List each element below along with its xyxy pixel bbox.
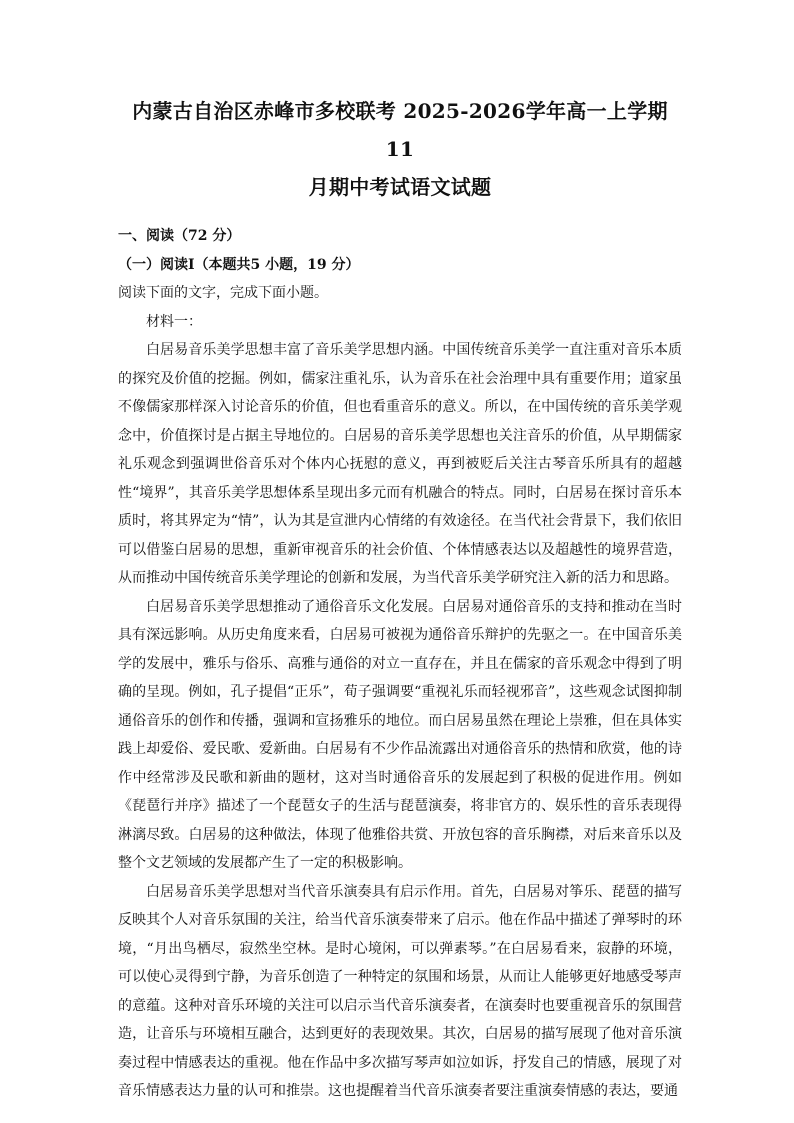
paragraph-3: 白居易音乐美学思想对当代音乐演奏具有启示作用。首先，白居易对筝乐、琵琶的描写反映其个人对音乐氛围的关注，给当代音乐演奏带来了启示。他在作品中描述了弹琴时的环境，“月出鸟栖尽，寂然坐空林。是时心境闲，可以弹素琴。”在白居易看来，寂静的环境，可以使心灵得到宁静，为音乐创造了一种特定的氛围和场景，从而让人能够更好地感受琴声的意蕴。这种对音乐环境的关注可以启示当代音乐演奏者，在演奏时也要重视音乐的氛围营造，让音乐与环境相互融合，达到更好的表现效果。其次，白居易的描写展现了他对音乐演奏过程中情感表达的重视。他在作品中多次描写琴声如泣如诉，抒发自己的情感，展现了对音乐情感表达力量的认可和推崇。这也提醒着当代音乐演奏者要注重演奏情感的表达，要通 [118, 883, 682, 1099]
title-line-1: 内蒙古自治区赤峰市多校联考 2025-2026学年高一上学期11 [132, 99, 668, 161]
material-label: 材料一： [146, 313, 202, 330]
paragraph-2: 白居易音乐美学思想推动了通俗音乐文化发展。白居易对通俗音乐的支持和推动在当时具有深远影响。从历史角度来看，白居易可被视为通俗音乐辩护的先驱之一。在中国音乐美学的发展中，雅乐与俗乐、高雅与通俗的对立一直存在，并且在儒家的音乐观念中得到了明确的呈现。例如，孔子提倡“正乐”，荀子强调要“重视礼乐而轻视邪音”，这些观念试图抑制通俗音乐的创作和传播，强调和宣扬雅乐的地位。而白居易虽然在理论上崇雅，但在具体实践上却爱俗、爱民歌、爱新曲。白居易有不少作品流露出对通俗音乐的热情和欣赏，他的诗作中经常涉及民歌和新曲的题材，这对当时通俗音乐的发展起到了积极的促进作用。例如《琵琶行并序》描述了一个琵琶女子的生活与琵琶演奏，将非官方的、娱乐性的音乐表现得淋漓尽致。白居易的这种做法，体现了他雅俗共赏、开放包容的音乐胸襟，对后来音乐以及整个文艺领域的发展都产生了一定的积极影响。 [118, 598, 682, 871]
subsection-heading: （一）阅读Ⅰ（本题共5 小题，19 分） [118, 256, 360, 273]
title-line-2: 月期中考试语文试题 [308, 175, 492, 199]
paragraph-1: 白居易音乐美学思想丰富了音乐美学思想内涵。中国传统音乐美学一直注重对音乐本质的探究及价值的挖掘。例如，儒家注重礼乐，认为音乐在社会治理中具有重要作用；道家虽不像儒家那样深入讨论音乐的价值，但也看重音乐的意义。所以，在中国传统的音乐美学观念中，价值探讨是占据主导地位的。白居易的音乐美学思想也关注音乐的价值，从早期儒家礼乐观念到强调世俗音乐对个体内心抚慰的意义，再到被贬后关注古琴音乐所具有的超越性“境界”，其音乐美学思想体系呈现出多元而有机融合的特点。同时，白居易在探讨音乐本质时，将其界定为“情”，认为其是宣泄内心情绪的有效途径。在当代社会背景下，我们依旧可以借鉴白居易的思想，重新审视音乐的社会价值、个体情感表达以及超越性的境界营造，从而推动中国传统音乐美学理论的创新和发展，为当代音乐美学研究注入新的活力和思路。 [118, 342, 682, 586]
page-title [118, 92, 682, 206]
section-heading: 一、阅读（72 分） [118, 228, 241, 244]
instruction-text: 阅读下面的文字，完成下面小题。 [118, 285, 328, 301]
